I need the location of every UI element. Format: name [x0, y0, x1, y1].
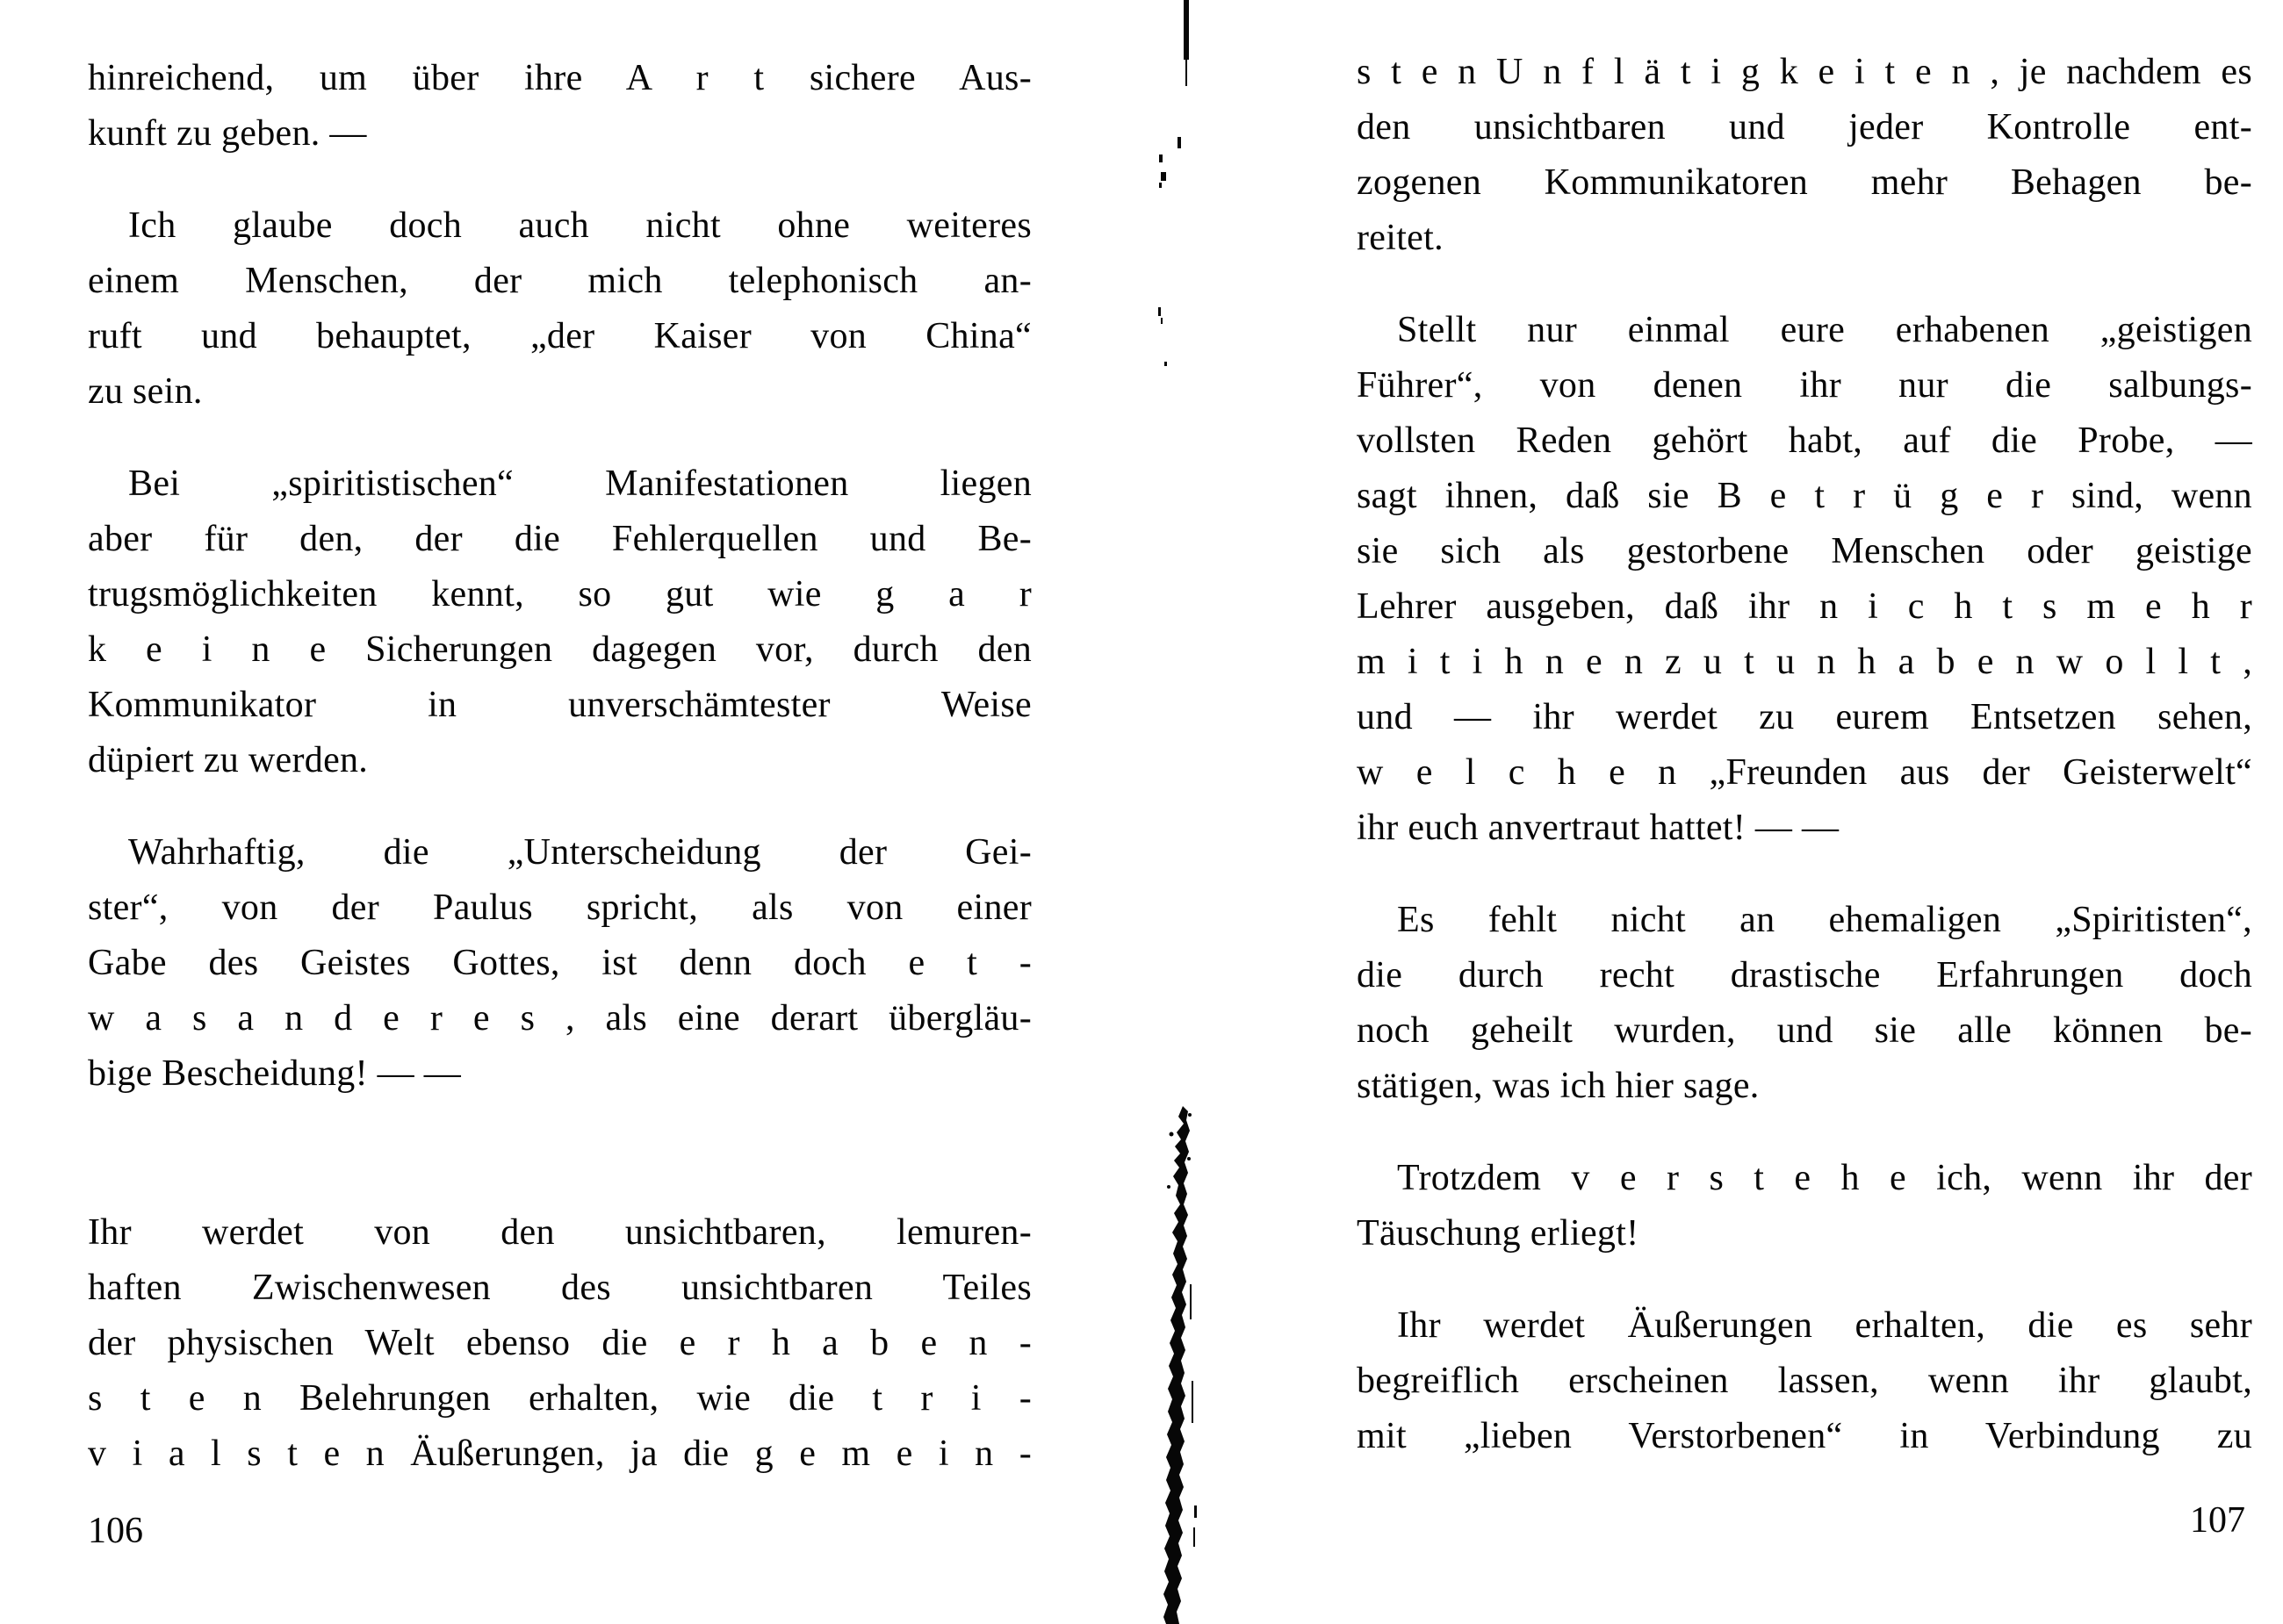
- binding-gutter-artifacts: [1137, 0, 1216, 1624]
- page-number-right: 107: [2190, 1500, 2245, 1541]
- text-line: Stellt nur einmal eure erhabenen „geistigen: [1397, 310, 2252, 350]
- text-line: zogenen Kommunikatoren mehr Behagen be-: [1357, 162, 2252, 203]
- text-line: Gabe des Geistes Gottes, ist denn doch e t -: [88, 943, 1032, 983]
- text-line: und — ihr werdet zu eurem Entsetzen sehen,: [1357, 697, 2252, 737]
- text-line: w e l c h e n „Freunden aus der Geisterwelt“: [1357, 752, 2252, 793]
- text-line: zu sein.: [88, 371, 203, 412]
- ink-smudge-bottom: [1163, 1106, 1197, 1624]
- text-line: Ihr werdet Äußerungen erhalten, die es sehr: [1397, 1305, 2252, 1346]
- paragraph: [1357, 303, 2252, 856]
- text-line: Kommunikator in unverschämtester Weise: [88, 685, 1032, 725]
- right-page-text: [1357, 45, 2252, 1464]
- paragraph: [88, 1205, 1032, 1482]
- binding-crease-top: [1158, 0, 1189, 366]
- page-number-left: 106: [88, 1511, 143, 1551]
- text-line: reitet.: [1357, 218, 1444, 258]
- paragraph: [88, 825, 1032, 1102]
- text-line: w a s a n d e r e s , als eine derart übergläu-: [88, 998, 1032, 1038]
- text-line: Ich glaube doch auch nicht ohne weiteres: [128, 205, 1032, 246]
- text-line: die durch recht drastische Erfahrungen doch: [1357, 955, 2252, 995]
- paragraph: [1357, 45, 2252, 266]
- paragraph: [1357, 893, 2252, 1114]
- text-line: haften Zwischenwesen des unsichtbaren Teiles: [88, 1268, 1032, 1308]
- text-line: Bei „spiritistischen“ Manifestationen liegen: [128, 463, 1032, 504]
- text-line: kunft zu geben. —: [88, 113, 367, 154]
- text-line: noch geheilt wurden, und sie alle können be-: [1357, 1010, 2252, 1051]
- paragraph: [88, 198, 1032, 420]
- paragraph: [1357, 1151, 2252, 1261]
- text-line: bige Bescheidung! — —: [88, 1053, 462, 1094]
- text-line: Lehrer ausgeben, daß ihr n i c h t s m e h r: [1357, 586, 2252, 627]
- text-line: stätigen, was ich hier sage.: [1357, 1066, 1760, 1106]
- text-line: sie sich als gestorbene Menschen oder geistige: [1357, 531, 2252, 571]
- paragraph: [88, 51, 1032, 162]
- text-line: s t e n Belehrungen erhalten, wie die t r i -: [88, 1378, 1032, 1419]
- text-line: düpiert zu werden.: [88, 740, 369, 780]
- text-line: ihr euch anvertraut hattet! — —: [1357, 808, 1840, 848]
- text-line: begreiflich erscheinen lassen, wenn ihr glaubt,: [1357, 1361, 2252, 1401]
- paragraph: [1357, 1298, 2252, 1464]
- text-line: ruft und behauptet, „der Kaiser von China“: [88, 316, 1032, 356]
- text-line: m i t i h n e n z u t u n h a b e n w o l l t ,: [1357, 642, 2252, 682]
- text-line: sagt ihnen, daß sie B e t r ü g e r sind, wenn: [1357, 476, 2252, 516]
- text-line: einem Menschen, der mich telephonisch an-: [88, 261, 1032, 301]
- text-line: Es fehlt nicht an ehemaligen „Spiritisten“,: [1397, 900, 2252, 940]
- text-line: ster“, von der Paulus spricht, als von einer: [88, 887, 1032, 928]
- paragraph: [88, 456, 1032, 788]
- text-line: k e i n e Sicherungen dagegen vor, durch den: [88, 629, 1032, 670]
- text-line: mit „lieben Verstorbenen“ in Verbindung zu: [1357, 1416, 2252, 1456]
- text-line: aber für den, der die Fehlerquellen und Be-: [88, 519, 1032, 559]
- text-line: hinreichend, um über ihre A r t sichere Aus-: [88, 58, 1032, 98]
- text-line: trugsmöglichkeiten kennt, so gut wie g a r: [88, 574, 1032, 614]
- text-line: s t e n U n f l ä t i g k e i t e n , je nachdem es: [1357, 52, 2252, 92]
- text-line: den unsichtbaren und jeder Kontrolle ent-: [1357, 107, 2252, 147]
- text-line: Wahrhaftig, die „Unterscheidung der Gei-: [128, 832, 1032, 873]
- text-line: vollsten Reden gehört habt, auf die Probe, —: [1357, 420, 2252, 461]
- text-line: Ihr werdet von den unsichtbaren, lemuren-: [88, 1212, 1032, 1253]
- text-line: Führer“, von denen ihr nur die salbungs-: [1357, 365, 2252, 406]
- text-line: der physischen Welt ebenso die e r h a b e n -: [88, 1323, 1032, 1363]
- left-page-text: [88, 51, 1032, 1482]
- text-line: Trotzdem v e r s t e h e ich, wenn ihr der: [1397, 1158, 2252, 1198]
- text-line: v i a l s t e n Äußerungen, ja die g e m e i n -: [88, 1434, 1032, 1474]
- text-line: Täuschung erliegt!: [1357, 1213, 1639, 1254]
